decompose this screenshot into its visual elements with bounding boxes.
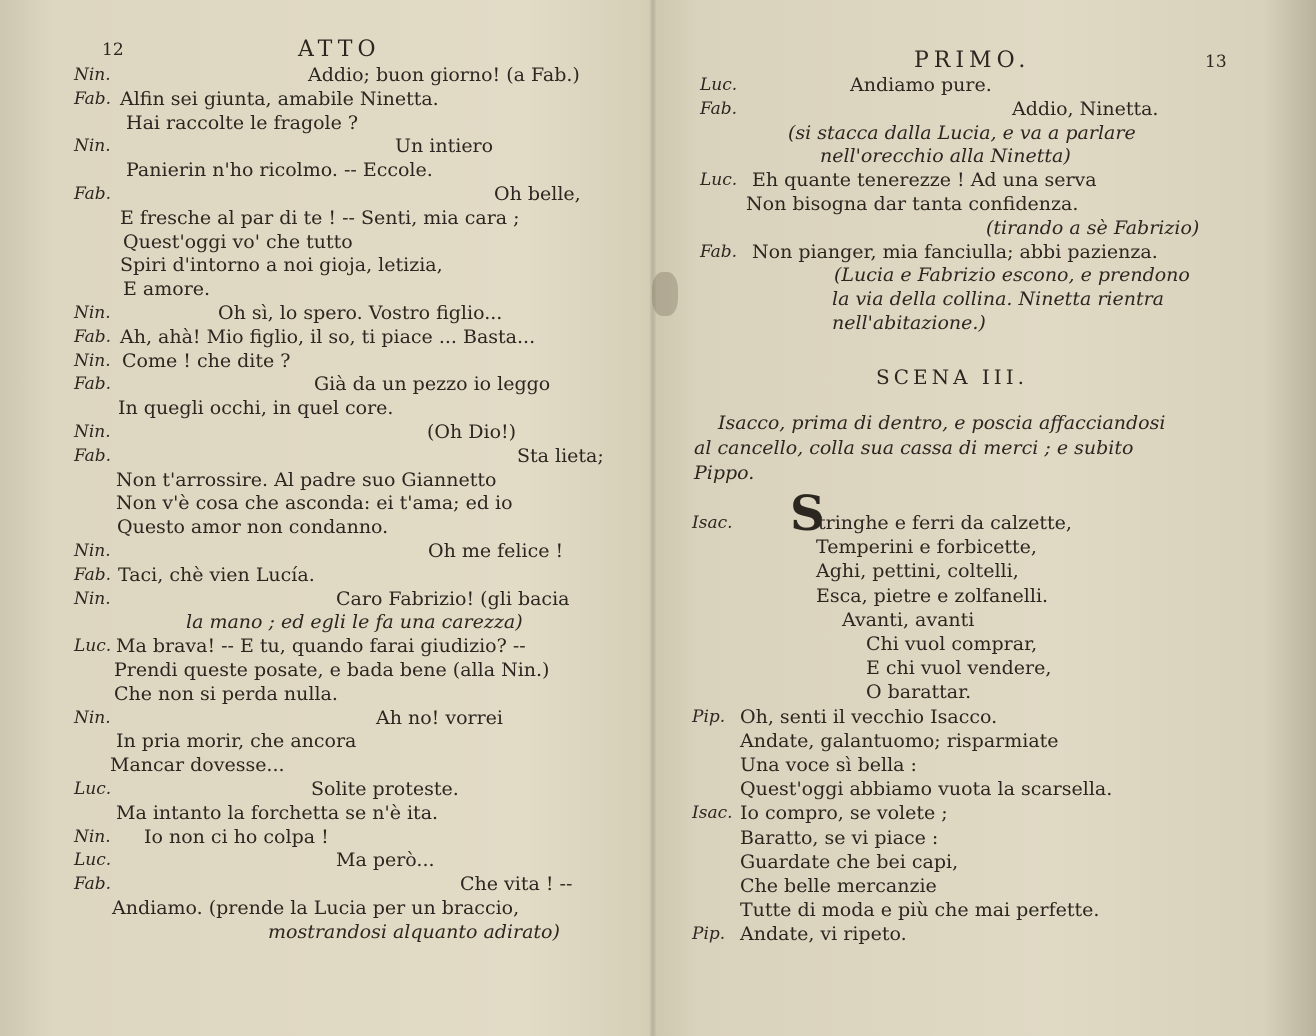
verse-line: In pria morir, che ancora	[116, 730, 357, 753]
verse-line: Ma però...	[336, 849, 435, 872]
speaker-label: Pip.	[692, 706, 726, 727]
paper-stain	[652, 272, 678, 316]
speaker-label: Luc.	[74, 779, 112, 799]
verse-line: Come ! che dite ?	[122, 349, 291, 372]
verse-line: Oh sì, lo spero. Vostro figlio...	[218, 302, 503, 324]
speaker-label: Fab.	[700, 241, 738, 262]
verse-line: Non v'è cosa che asconda: ei t'ama; ed io	[116, 492, 513, 515]
verse-line: Sta lieta;	[517, 444, 604, 467]
verse-line: Addio; buon giorno! (a Fab.)	[308, 64, 580, 86]
verse-line: Andiamo. (prende la Lucia per un braccio,	[112, 897, 520, 919]
verse-line: Quest'oggi vo' che tutto	[123, 230, 353, 253]
speaker-label: Nin.	[74, 422, 111, 442]
verse-line: tringhe e ferri da calzette,	[818, 512, 1072, 534]
verse-line: Una voce sì bella :	[740, 754, 917, 776]
verse-line: Un intiero	[395, 135, 494, 158]
speaker-label: Nin.	[74, 588, 111, 609]
speaker-label: Nin.	[74, 65, 111, 85]
page-number-left: 12	[102, 40, 124, 60]
verse-line: Quest'oggi abbiamo vuota la scarsella.	[740, 778, 1113, 801]
verse-line: Esca, pietre e zolfanelli.	[816, 584, 1049, 607]
verse-line: la mano ; ed egli le fa una carezza)	[186, 611, 523, 634]
verse-line: Non t'arrossire. Al padre suo Giannetto	[116, 468, 497, 491]
page-number-right: 13	[1205, 52, 1227, 72]
verse-line: Andiamo pure.	[850, 74, 992, 96]
verse-line: Questo amor non condanno.	[117, 516, 389, 539]
verse-line: Oh belle,	[494, 183, 581, 205]
verse-line: Aghi, pettini, coltelli,	[816, 560, 1019, 583]
speaker-label: Fab.	[74, 874, 112, 895]
stage-direction-line: Pippo.	[694, 462, 755, 484]
verse-line: (Lucia e Fabrizio escono, e prendono	[834, 264, 1190, 287]
book-gutter	[650, 0, 656, 1036]
verse-line: Prendi queste posate, e bada bene (alla Nin.)	[114, 659, 550, 681]
verse-line: Avanti, avanti	[842, 608, 975, 631]
verse-line: Ma intanto la forchetta se n'è ita.	[116, 801, 439, 824]
verse-line: Andate, galantuomo; risparmiate	[740, 729, 1059, 752]
verse-line: Andate, vi ripeto.	[740, 923, 907, 946]
verse-line: (tirando a sè Fabrizio)	[986, 216, 1200, 239]
verse-line: Tutte di moda e più che mai perfette.	[740, 899, 1100, 922]
verse-line: (Oh Dio!)	[427, 421, 517, 443]
speaker-label: Fab.	[74, 184, 112, 204]
speaker-label: Fab.	[74, 88, 112, 109]
verse-line: mostrandosi alquanto adirato)	[268, 920, 560, 943]
verse-line: E chi vuol vendere,	[866, 657, 1052, 680]
speaker-label: Isac.	[692, 513, 733, 533]
verse-line: Addio, Ninetta.	[1012, 97, 1159, 120]
verse-line: Solite proteste.	[311, 778, 459, 800]
verse-line: Oh, senti il vecchio Isacco.	[740, 705, 998, 728]
verse-line: Oh me felice !	[428, 540, 564, 562]
verse-line: Hai raccolte le fragole ?	[126, 111, 359, 134]
verse-line: Io compro, se volete ;	[740, 802, 948, 825]
speaker-label: Nin.	[74, 541, 111, 561]
running-head-right: PRIMO.	[914, 48, 1031, 73]
speaker-label: Nin.	[74, 707, 111, 728]
speaker-label: Fab.	[74, 374, 112, 395]
verse-line: Temperini e forbicette,	[816, 536, 1037, 559]
scene-title: SCENA III.	[876, 365, 1028, 389]
verse-line: Che vita ! --	[460, 873, 573, 896]
running-head-left: ATTO	[298, 37, 381, 62]
verse-line: Mancar dovesse...	[110, 754, 285, 777]
verse-line: In quegli occhi, in quel core.	[118, 397, 394, 420]
stage-direction-line: Isacco, prima di dentro, e poscia affacciandosi	[718, 412, 1166, 434]
speaker-label: Luc.	[700, 170, 738, 191]
speaker-label: Nin.	[74, 826, 111, 847]
speaker-label: Nin.	[74, 350, 111, 371]
verse-line: Io non ci ho colpa !	[144, 825, 329, 848]
speaker-label: Nin.	[74, 136, 111, 157]
verse-line: E fresche al par di te ! -- Senti, mia cara ;	[120, 206, 520, 229]
verse-line: Ah, ahà! Mio figlio, il so, ti piace ... Basta...	[120, 325, 536, 348]
speaker-label: Fab.	[74, 445, 112, 466]
speaker-label: Luc.	[74, 636, 112, 657]
verse-line: nell'abitazione.)	[832, 312, 986, 334]
verse-line: Caro Fabrizio! (gli bacia	[336, 587, 570, 610]
speaker-label: Isac.	[692, 803, 733, 824]
verse-line: Che belle mercanzie	[740, 875, 937, 897]
stage-direction-line: al cancello, colla sua cassa di merci ; e subito	[694, 437, 1134, 459]
verse-line: Eh quante tenerezze ! Ad una serva	[752, 169, 1097, 192]
verse-line: Spiri d'intorno a noi gioja, letizia,	[120, 254, 443, 277]
verse-line: Panierin n'ho ricolmo. -- Eccole.	[126, 159, 433, 182]
verse-line: la via della collina. Ninetta rientra	[832, 288, 1165, 311]
speaker-label: Nin.	[74, 303, 111, 323]
verse-line: Chi vuol comprar,	[866, 633, 1038, 655]
verse-line: Taci, chè vien Lucía.	[118, 563, 315, 586]
speaker-label: Fab.	[74, 564, 112, 585]
verse-line: (si stacca dalla Lucia, e va a parlare	[788, 121, 1136, 144]
verse-line: Ah no! vorrei	[376, 706, 504, 729]
verse-line: Guardate che bei capi,	[740, 850, 959, 873]
drop-cap: S	[790, 486, 825, 542]
speaker-label: Fab.	[700, 98, 738, 119]
verse-line: Già da un pezzo io leggo	[314, 373, 551, 396]
verse-line: Ma brava! -- E tu, quando farai giudizio? --	[116, 635, 526, 658]
verse-line: nell'orecchio alla Ninetta)	[820, 145, 1071, 168]
speaker-label: Luc.	[74, 850, 112, 871]
speaker-label: Fab.	[74, 326, 112, 347]
verse-line: Baratto, se vi piace :	[740, 826, 939, 849]
verse-line: O barattar.	[866, 681, 972, 704]
verse-line: E amore.	[123, 278, 211, 301]
verse-line: Alfin sei giunta, amabile Ninetta.	[120, 87, 439, 110]
verse-line: Non pianger, mia fanciulla; abbi pazienza.	[752, 240, 1158, 263]
speaker-label: Pip.	[692, 924, 726, 945]
verse-line: Che non si perda nulla.	[114, 682, 338, 705]
verse-line: Non bisogna dar tanta confidenza.	[746, 193, 1079, 215]
speaker-label: Luc.	[700, 75, 738, 95]
